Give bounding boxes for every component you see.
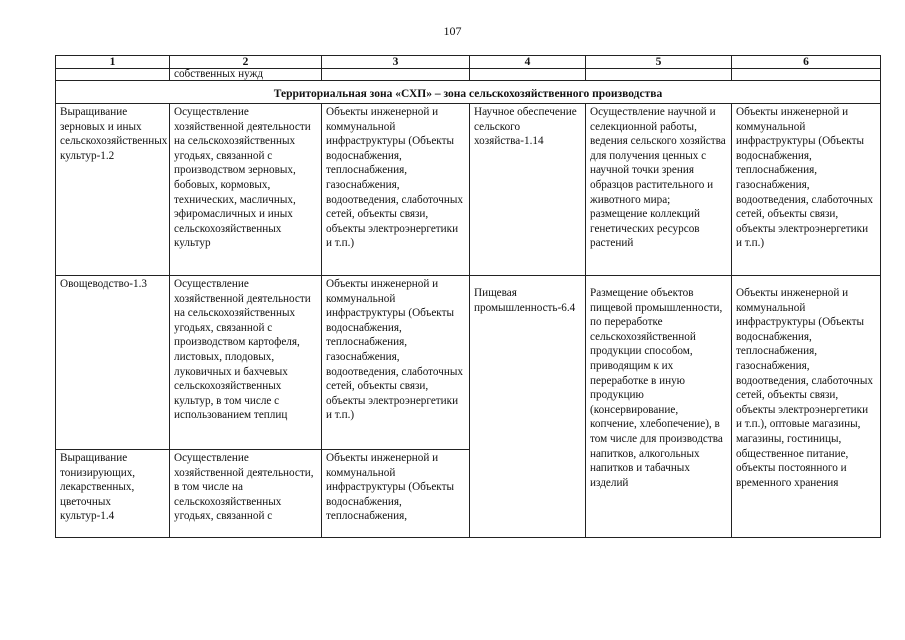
conditional-auxiliary-uses: Объекты инженерной и коммунальной инфраструктуры (Объекты водоснабжения, теплоснабжения, газоснабжения, водоотведения, слаботочных сетей, объекты связи, объекты электроэнергетики и т.п.) xyxy=(732,104,881,276)
conditional-auxiliary-uses: Объекты инженерной и коммунальной инфраструктуры (Объекты водоснабжения, теплоснабжения, газоснабжения, водоотведения, слаботочных сетей, объекты связи, объекты электроэнергетики и т.п.), оптовые магазины, магазины, гостиницы, общественное питание, объекты постоянного и временного хранения xyxy=(732,276,881,538)
table-row xyxy=(56,276,881,450)
continuation-text: собственных нужд xyxy=(170,69,322,81)
use-description: Осуществление хозяйственной деятельности на сельскохозяйственных угодьях, связанной с производством зерновых, бобовых, кормовых, технических, масличных, эфиромасличных и иных сельскохозяйственных культур xyxy=(170,104,322,276)
conditional-use-name: Научное обеспечение сельского хозяйства-1.14 xyxy=(470,104,586,276)
column-header: 4 xyxy=(470,56,586,69)
use-description: Осуществление хозяйственной деятельности на сельскохозяйственных угодьях, связанной с производством картофеля, листовых, плодовых, луковичных и бахчевых сельскохозяйственных культур, в том числе с использованием теплиц xyxy=(170,276,322,450)
use-name: Овощеводство-1.3 xyxy=(56,276,170,450)
use-name: Выращивание тонизирующих, лекарственных, цветочных культур-1.4 xyxy=(56,450,170,538)
conditional-use-description: Осуществление научной и селекционной работы, ведения сельского хозяйства для получения ценных с научной точки зрения образцов растительного и животного мира; размещение коллекций генетических ресурсов растений xyxy=(586,104,732,276)
use-description: Осуществление хозяйственной деятельности, в том числе на сельскохозяйственных угодьях, связанной с xyxy=(170,450,322,538)
continuation-row xyxy=(56,69,881,81)
column-header: 5 xyxy=(586,56,732,69)
auxiliary-uses: Объекты инженерной и коммунальной инфраструктуры (Объекты водоснабжения, теплоснабжения, газоснабжения, водоотведения, слаботочных сетей, объекты связи, объекты электроэнергетики и т.п.) xyxy=(322,104,470,276)
zone-title: Территориальная зона «СХП» – зона сельскохозяйственного производства xyxy=(56,81,881,104)
column-header: 3 xyxy=(322,56,470,69)
conditional-use-name: Пищевая промышленность-6.4 xyxy=(470,276,586,538)
column-header: 1 xyxy=(56,56,170,69)
conditional-use-description: Размещение объектов пищевой промышленности, по переработке сельскохозяйственной продукции способом, приводящим к их переработке в иную продукцию (консервирование, копчение, хлебопечение), в том числе для производства напитков, алкогольных напитков и табачных изделий xyxy=(586,276,732,538)
column-header: 6 xyxy=(732,56,881,69)
page-number: 107 xyxy=(443,24,462,38)
table-row xyxy=(56,104,881,276)
zone-title-row xyxy=(56,81,881,104)
land-use-table xyxy=(55,55,881,538)
column-header: 2 xyxy=(170,56,322,69)
auxiliary-uses: Объекты инженерной и коммунальной инфраструктуры (Объекты водоснабжения, теплоснабжения, xyxy=(322,450,470,538)
use-name: Выращивание зерновых и иных сельскохозяйственных культур-1.2 xyxy=(56,104,170,276)
table-header-row xyxy=(56,56,881,69)
auxiliary-uses: Объекты инженерной и коммунальной инфраструктуры (Объекты водоснабжения, теплоснабжения, газоснабжения, водоотведения, слаботочных сетей, объекты связи, объекты электроэнергетики и т.п.) xyxy=(322,276,470,450)
